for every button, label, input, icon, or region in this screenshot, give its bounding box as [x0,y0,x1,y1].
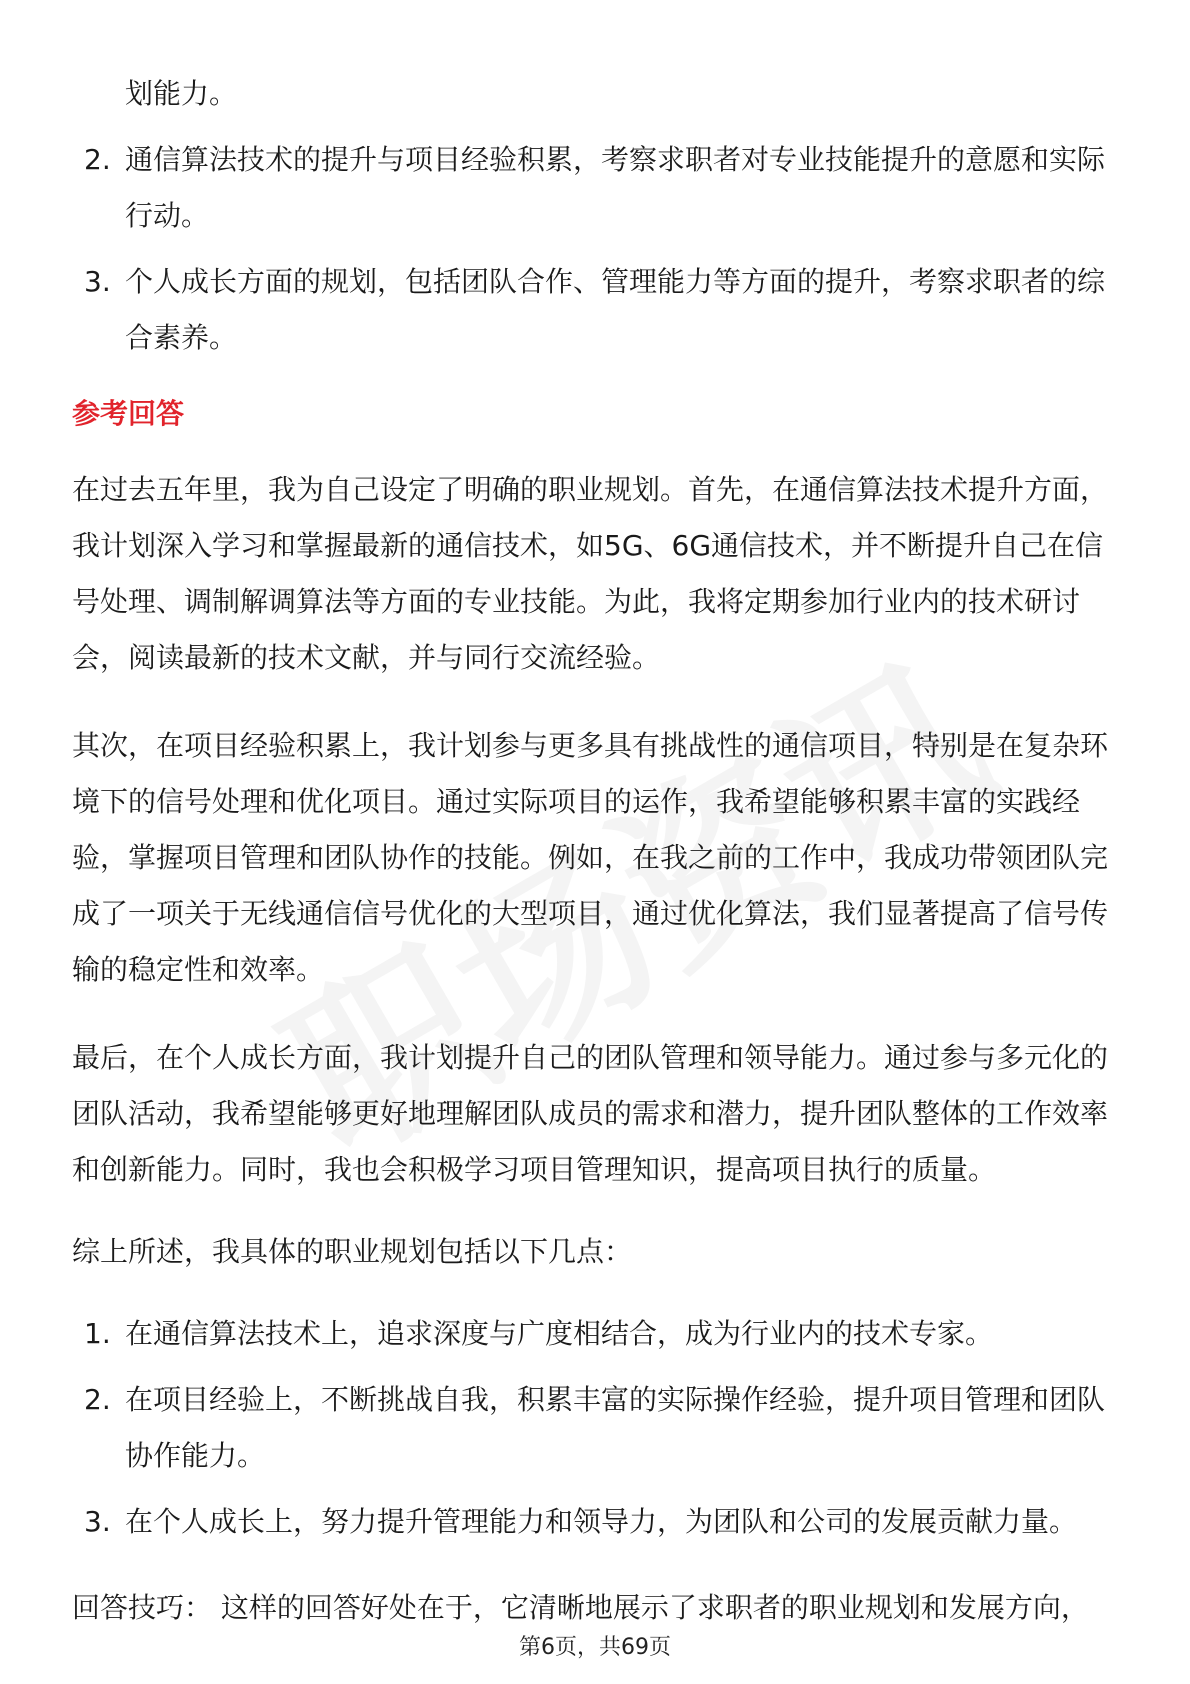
list-item-number: 3. [84,1505,111,1538]
answer-paragraph: 综上所述，我具体的职业规划包括以下几点： [72,1235,633,1268]
list-item [72,1372,1118,1484]
question-focus-list [72,66,1118,366]
page-number-footer: 第6页，共69页 [519,1635,671,1660]
list-item [72,1494,1118,1550]
answer-paragraph: 在过去五年里，我为自己设定了明确的职业规划。首先，在通信算法技术提升方面，我计划深入学习和掌握最新的通信技术，如5G、6G通信技术，并不断提升自己在信号处理、调制解调算法等方面的专业技能。为此，我将定期参加行业内的技术研讨会，阅读最新的技术文献，并与同行交流经验。 [72,473,1109,674]
list-item-number: 2. [84,143,111,176]
list-item-text: 在个人成长上，努力提升管理能力和领导力，为团队和公司的发展贡献力量。 [125,1505,1078,1538]
list-item [72,66,1118,122]
summary-list [72,1306,1118,1550]
list-item-number: 3. [84,265,111,298]
answer-paragraph: 最后，在个人成长方面，我计划提升自己的团队管理和领导能力。通过参与多元化的团队活动，我希望能够更好地理解团队成员的需求和潜力，提升团队整体的工作效率和创新能力。同时，我也会积极学习项目管理知识，提高项目执行的质量。 [72,1041,1109,1186]
list-item-text: 通信算法技术的提升与项目经验积累，考察求职者对专业技能提升的意愿和实际行动。 [125,143,1106,232]
answer-paragraph: 其次，在项目经验积累上，我计划参与更多具有挑战性的通信项目，特别是在复杂环境下的信号处理和优化项目。通过实际项目的运作，我希望能够积累丰富的实践经验，掌握项目管理和团队协作的技能。例如，在我之前的工作中，我成功带领团队完成了一项关于无线通信信号优化的大型项目，通过优化算法，我们显著提高了信号传输的稳定性和效率。 [72,729,1109,986]
list-item-text: 在通信算法技术上，追求深度与广度相结合，成为行业内的技术专家。 [125,1317,994,1350]
list-item [72,132,1118,244]
list-item-number: 2. [84,1383,111,1416]
list-item-text: 在项目经验上，不断挑战自我，积累丰富的实际操作经验，提升项目管理和团队协作能力。 [125,1383,1106,1472]
list-item-number: 1. [84,1317,111,1350]
list-item [72,254,1118,366]
list-item-text: 划能力。 [125,77,238,110]
list-item [72,1306,1118,1362]
page-content [72,66,1118,1636]
section-heading: 参考回答 [72,397,185,430]
list-item-text: 个人成长方面的规划，包括团队合作、管理能力等方面的提升，考察求职者的综合素养。 [125,265,1106,354]
answer-tip: 回答技巧： 这样的回答好处在于，它清晰地展示了求职者的职业规划和发展方向， [72,1591,1089,1624]
